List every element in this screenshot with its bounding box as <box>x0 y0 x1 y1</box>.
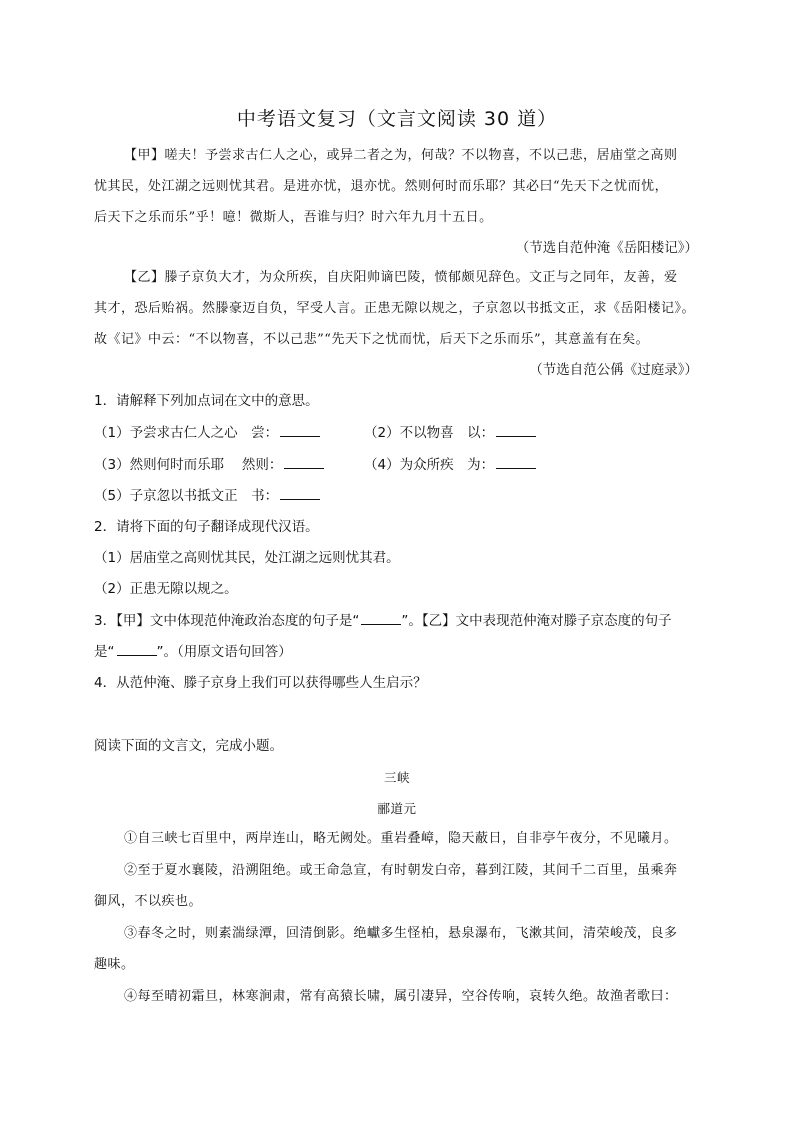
question-3-line-2: 是“ ”。（用原文语句回答） <box>94 644 292 660</box>
jia-source: （节选自范仲淹《岳阳楼记》） <box>515 240 698 256</box>
answer-blank[interactable] <box>496 424 536 437</box>
question-1-item-1: （1）予尝求古仁人之心 尝： <box>94 423 320 443</box>
yi-line-1: 【乙】滕子京负大才，为众所疾，自庆阳帅谪巴陵，愤郁颇见辞色。文正与之同年，友善，爱 <box>124 270 678 285</box>
poem-author: 郦道元 <box>377 801 417 816</box>
question-1-item-2: （2）不以物喜 以： <box>364 423 536 443</box>
answer-blank[interactable] <box>361 612 401 625</box>
answer-blank[interactable] <box>284 456 324 469</box>
jia-line-1: 【甲】嗟夫！予尝求古仁人之心，或异二者之为，何哉？不以物喜，不以己悲，居庙堂之高则 <box>124 148 678 163</box>
sanxia-para-2-line-1: ②至于夏水襄陵，沿溯阻绝。或王命急宣，有时朝发白帝，暮到江陵，其间千二百里，虽乘奔 <box>124 863 678 878</box>
question-2-item-1: （1）居庙堂之高则忧其民，处江湖之远则忧其君。 <box>94 550 400 566</box>
answer-blank[interactable] <box>280 487 320 500</box>
sanxia-para-3-line-1: ③春冬之时，则素湍绿潭，回清倒影。绝巘多生怪柏，悬泉瀑布，飞漱其间，清荣峻茂，良多 <box>124 926 678 941</box>
yi-line-3: 故《记》中云：“不以物喜，不以己悲”“先天下之忧而忧，后天下之乐而乐”，其意盖有在矣。 <box>94 332 650 347</box>
answer-blank[interactable] <box>280 424 320 437</box>
answer-blank[interactable] <box>496 456 536 469</box>
sanxia-para-3-line-2: 趣味。 <box>94 957 135 972</box>
question-1-stem: 1．请解释下列加点词在文中的意思。 <box>94 393 319 409</box>
question-2-stem: 2．请将下面的句子翻译成现代汉语。 <box>94 519 319 535</box>
question-2-item-2: （2）正患无隙以规之。 <box>94 581 238 597</box>
sanxia-para-4-line-1: ④每至晴初霜旦，林寒涧肃，常有高猿长啸，属引凄异，空谷传响，哀转久绝。故渔者歌曰： <box>124 989 678 1004</box>
sanxia-para-1: ①自三峡七百里中，两岸连山，略无阙处。重岩叠嶂，隐天蔽日，自非亭午夜分，不见曦月。 <box>124 831 678 846</box>
reading-intro: 阅读下面的文言文，完成小题。 <box>94 738 283 754</box>
sanxia-para-2-line-2: 御风，不以疾也。 <box>94 894 203 909</box>
question-1-item-5: （5）子京忽以书抵文正 书： <box>94 486 320 506</box>
yi-line-2: 其才，恐后贻祸。然滕豪迈自负，罕受人言。正患无隙以规之，子京忽以书抵文正，求《岳阳楼记》。 <box>94 301 696 316</box>
page-title: 中考语文复习（文言文阅读 30 道） <box>236 108 558 130</box>
jia-line-2: 忧其民，处江湖之远则忧其君。是进亦忧，退亦忧。然则何时而乐耶？其必曰“先天下之忧而忧， <box>94 179 669 194</box>
jia-line-3: 后天下之乐而乐”乎！噫！微斯人，吾谁与归？时六年九月十五日。 <box>94 210 493 225</box>
question-4-stem: 4．从范仲淹、滕子京身上我们可以获得哪些人生启示？ <box>94 675 427 691</box>
poem-title: 三峡 <box>383 770 410 785</box>
answer-blank[interactable] <box>117 643 157 656</box>
question-1-item-3: （3）然则何时而乐耶 然则： <box>94 455 324 475</box>
yi-source: （节选自范公偁《过庭录》） <box>529 362 698 378</box>
question-3-line-1: 3．【甲】文中体现范仲淹政治态度的句子是“ ”。【乙】文中表现范仲淹对滕子京态度的句子 <box>94 613 672 629</box>
question-1-item-4: （4）为众所疾 为： <box>364 455 536 475</box>
